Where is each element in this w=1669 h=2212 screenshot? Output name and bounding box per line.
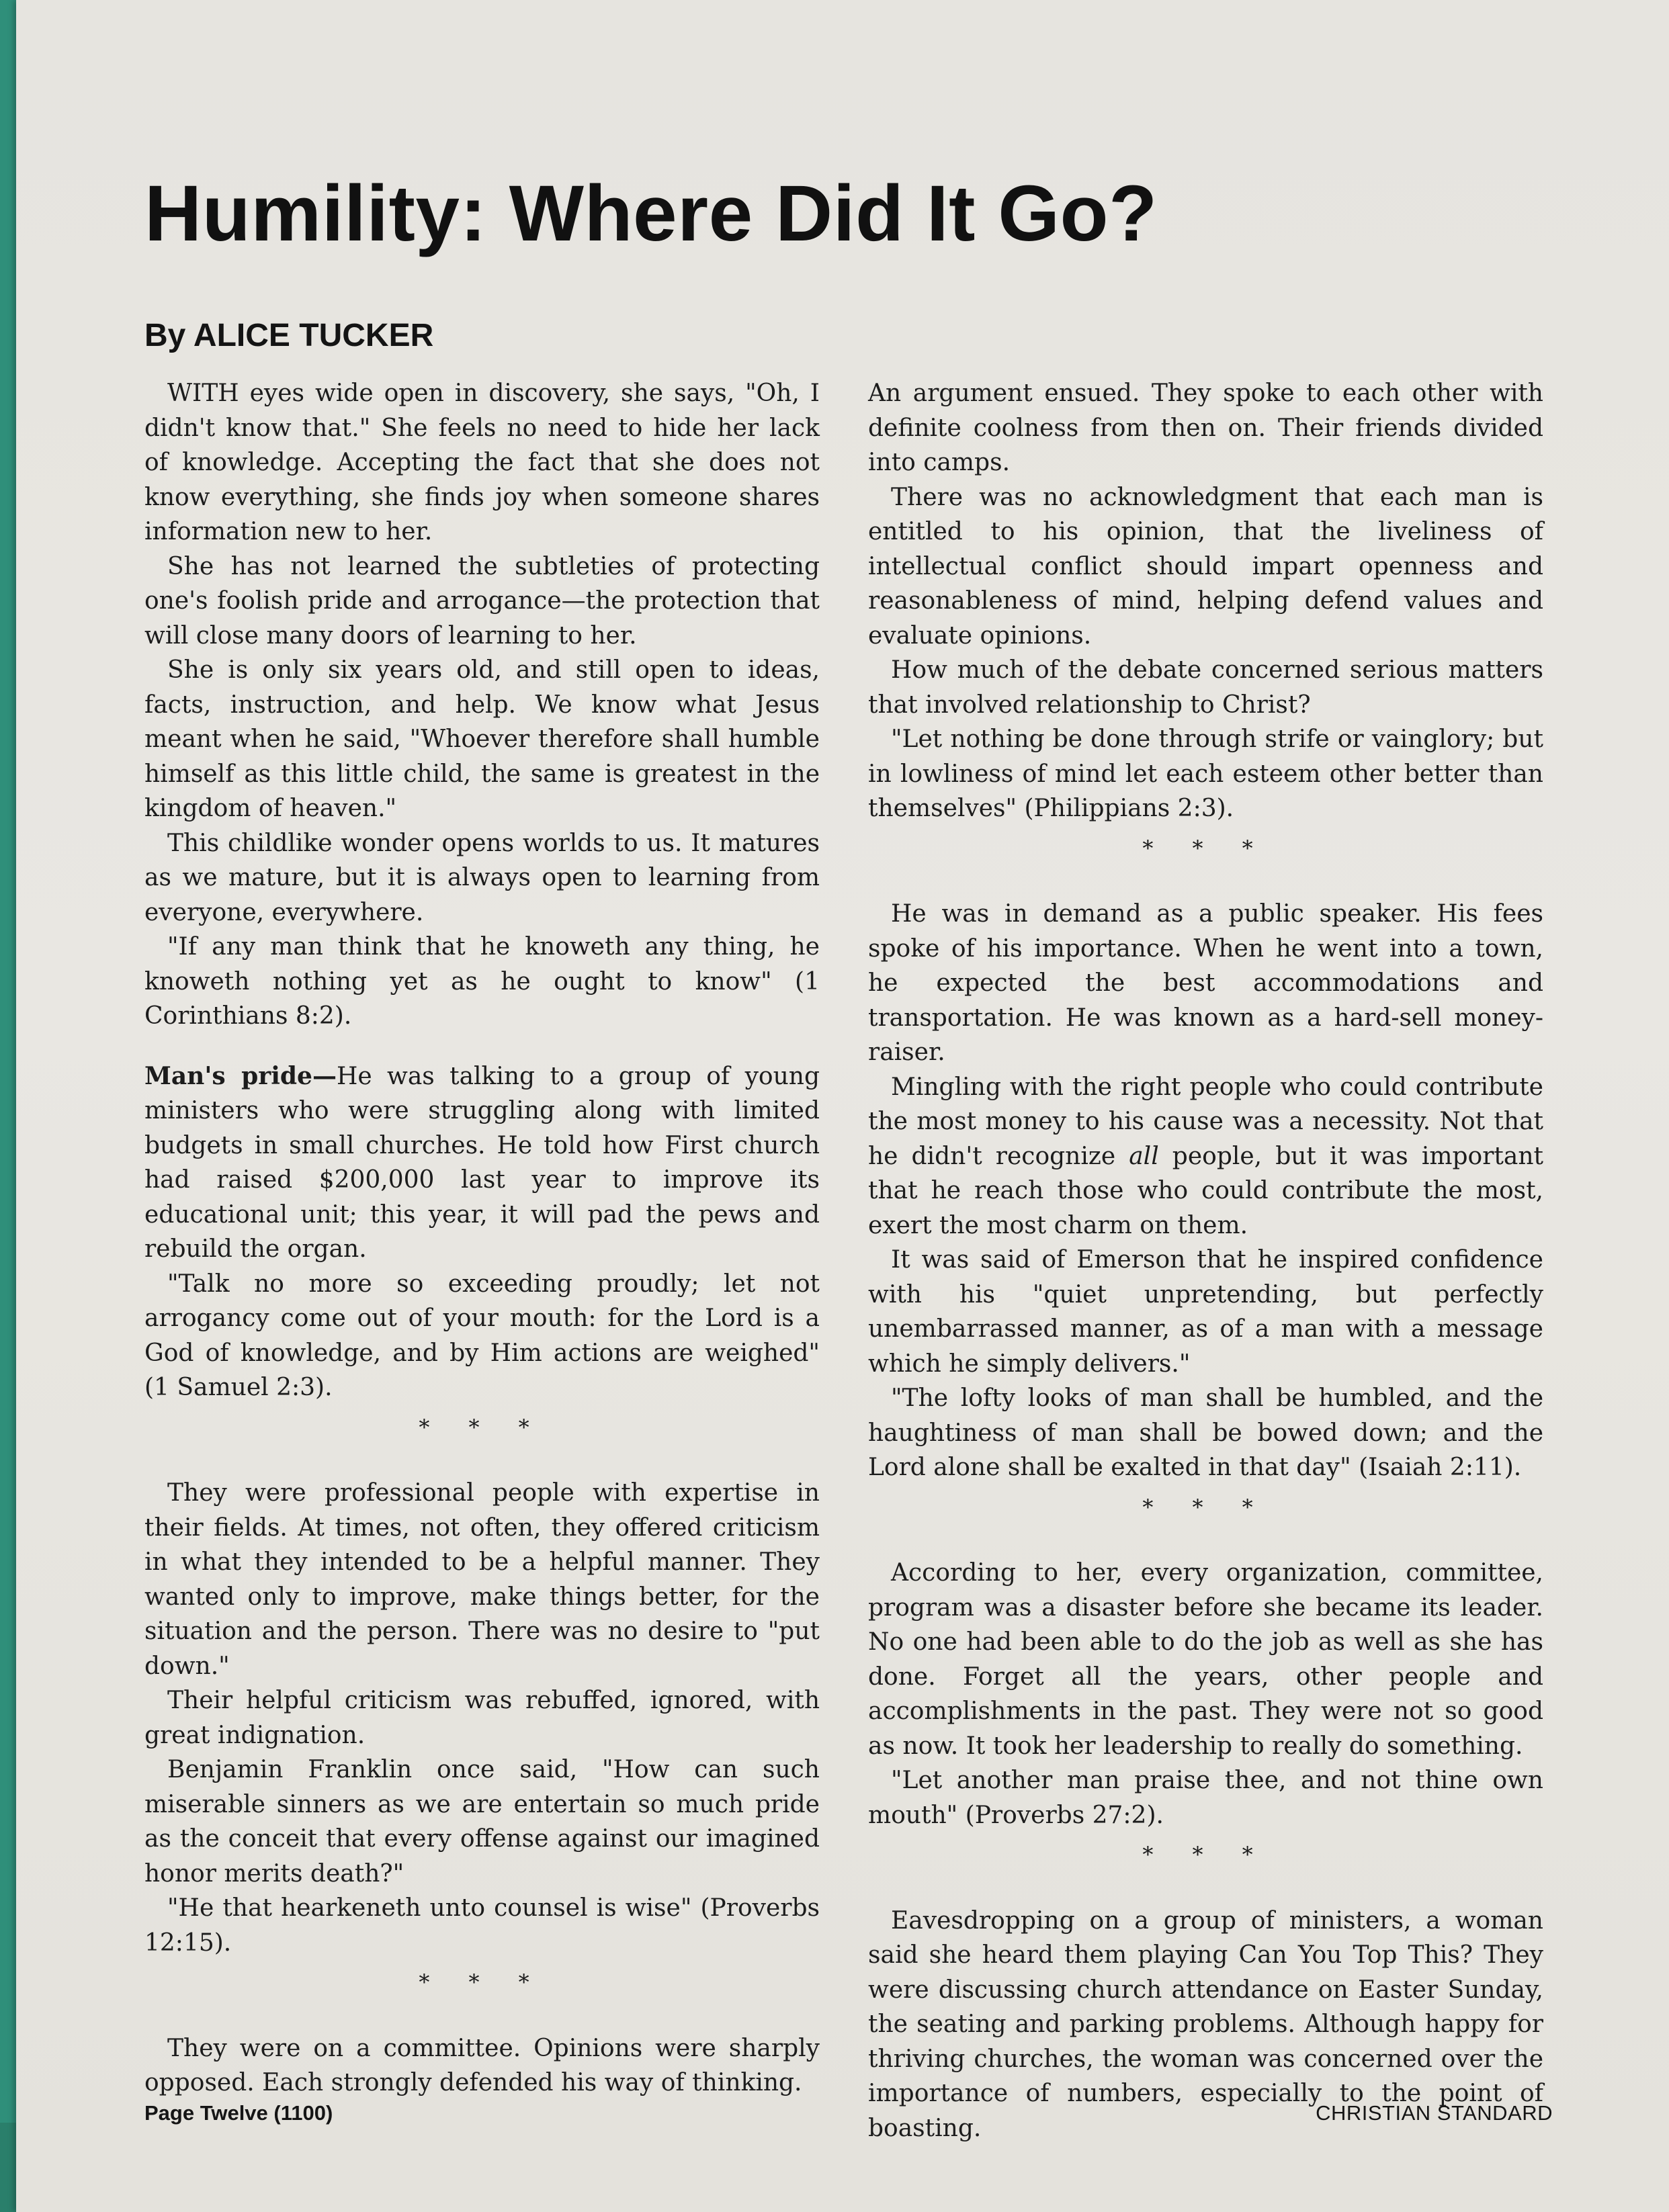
paragraph-text: Mingling with the right people who could contribute the most money to his cause was a necessity. Not that he didn't recognize xyxy=(868,1073,1543,1170)
scripture-quote: "He that hearkeneth unto counsel is wise" (Proverbs 12:15). xyxy=(144,1894,820,1957)
article-title: Humility: Where Did It Go? xyxy=(144,169,1158,258)
right-column xyxy=(868,376,1543,2145)
scripture-quote: "Let nothing be done through strife or vainglory; but in lowliness of mind let each esteem other better than themselves" (Philippians 2:3). xyxy=(868,725,1543,822)
spacer xyxy=(144,1034,820,1059)
paragraph: He was in demand as a public speaker. His fees spoke of his importance. When he went into a town, he expected the best accommodations and transportation. He was known as a hard-sell money-raiser. xyxy=(868,900,1543,1066)
section-separator: * * * xyxy=(419,1970,546,1995)
paragraph: Their helpful criticism was rebuffed, ignored, with great indignation. xyxy=(144,1687,820,1749)
paragraph: WITH eyes wide open in discovery, she says, "Oh, I didn't know that." She feels no need to hide her lack of knowledge. Accepting the fact that she does not know everything, she finds joy when someone shares information new to her. xyxy=(144,380,820,545)
scripture-quote: "Talk no more so exceeding proudly; let not arrogancy come out of your mouth: for the Lord is a God of knowledge, and by Him actions are weighed" (1 Samuel 2:3). xyxy=(144,1270,820,1401)
section-separator: * * * xyxy=(1142,1494,1269,1520)
subhead: Man's pride— xyxy=(144,1061,337,1090)
section-separator: * * * xyxy=(1142,835,1269,861)
paragraph: It was said of Emerson that he inspired confidence with his "quiet unpretending, but perfectly unembarrassed manner, as of a man with a message which he simply delivers." xyxy=(868,1246,1543,1378)
left-column xyxy=(144,376,820,2100)
paragraph-mans-pride xyxy=(144,1059,820,1267)
scripture-quote: "Let another man praise thee, and not thine own mouth" (Proverbs 27:2). xyxy=(868,1767,1543,1829)
publication-name: CHRISTIAN STANDARD xyxy=(1316,2101,1553,2125)
article-byline: By ALICE TUCKER xyxy=(144,318,434,353)
paragraph-text: people, but it was important that he reach those who could contribute the most, exert the most charm on them. xyxy=(868,1142,1543,1239)
emphasis: all xyxy=(1129,1142,1159,1170)
green-background-edge xyxy=(0,2123,16,2212)
scripture-quote: "If any man think that he knoweth any thing, he knoweth nothing yet as he ought to know" (1 Corinthians 8:2). xyxy=(144,933,820,1030)
paragraph: This childlike wonder opens worlds to us. It matures as we mature, but it is always open to learning from everyone, everywhere. xyxy=(144,829,820,926)
paragraph: An argument ensued. They spoke to each other with definite coolness from then on. Their friends divided into camps. xyxy=(868,380,1543,476)
page-number: Page Twelve (1100) xyxy=(144,2101,333,2125)
paragraph: Benjamin Franklin once said, "How can such miserable sinners as we are entertain so much pride as the conceit that every offense against our imagined honor merits death?" xyxy=(144,1756,820,1888)
paragraph-text: He was talking to a group of young ministers who were struggling along with limited budgets in small churches. He told how First church had raised $200,000 last year to improve its educational unit; this year, it will pad the pews and rebuild the organ. xyxy=(144,1062,820,1263)
paragraph: According to her, every organization, committee, program was a disaster before she became its leader. No one had been able to do the job as well as she has done. Forget all the years, other people and accomplishments in the past. They were not so good as now. It took her leadership to really do something. xyxy=(868,1559,1543,1760)
paragraph: There was no acknowledgment that each man is entitled to his opinion, that the liveliness of intellectual conflict should impart openness and reasonableness of mind, helping defend values and evaluate opinions. xyxy=(868,483,1543,650)
paragraph: How much of the debate concerned serious matters that involved relationship to Christ? xyxy=(868,656,1543,719)
paragraph-mingling xyxy=(868,1070,1543,1243)
paragraph: She has not learned the subtleties of protecting one's foolish pride and arrogance—the protection that will close many doors of learning to her. xyxy=(144,552,820,650)
paragraph: They were professional people with expertise in their fields. At times, not often, they offered criticism in what they intended to be a helpful manner. They wanted only to improve, make things better, for the situation and the person. There was no desire to "put down." xyxy=(144,1479,820,1680)
section-separator: * * * xyxy=(1142,1842,1269,1867)
scripture-quote: "The lofty looks of man shall be humbled, and the haughtiness of man shall be bowed down; and the Lord alone shall be exalted in that day" (Isaiah 2:11). xyxy=(868,1384,1543,1481)
paragraph: She is only six years old, and still open to ideas, facts, instruction, and help. We know what Jesus meant when he said, "Whoever therefore shall humble himself as this little child, the same is greatest in the kingdom of heaven." xyxy=(144,656,820,822)
paragraph: Eavesdropping on a group of ministers, a woman said she heard them playing Can You Top This? They were discussing church attendance on Easter Sunday, the seating and parking problems. Although happy for thriving churches, the woman was concerned over the importance of numbers, especially to the point of boasting. xyxy=(868,1906,1543,2142)
section-separator: * * * xyxy=(419,1414,546,1440)
paragraph: They were on a committee. Opinions were sharply opposed. Each strongly defended his way of thinking. xyxy=(144,2034,820,2096)
